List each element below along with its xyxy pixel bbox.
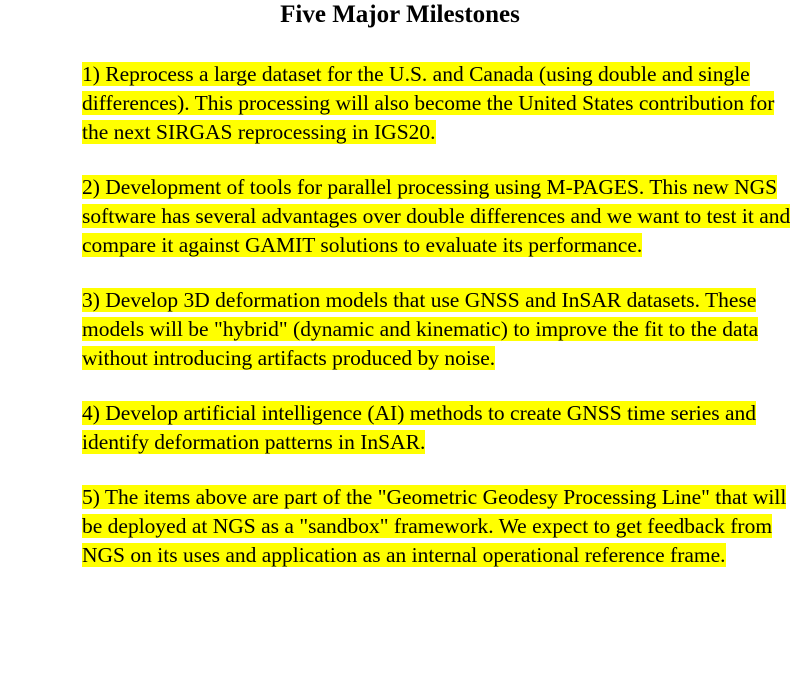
- milestone-list: [82, 60, 794, 596]
- milestone-item-3: [82, 286, 794, 373]
- milestone-item-4: [82, 399, 794, 457]
- milestone-text: 2) Development of tools for parallel processing using M-PAGES. This new NGS software has several advantages over double differences and we want to test it and compare it against GAMIT solutions to evaluate its performance.: [82, 175, 791, 257]
- milestone-text: 4) Develop artificial intelligence (AI) methods to create GNSS time series and identify deformation patterns in InSAR.: [82, 401, 757, 454]
- milestone-text: 1) Reprocess a large dataset for the U.S. and Canada (using double and single differences). This processing will also become the United States contribution for the next SIRGAS reprocessing in IGS20.: [82, 62, 775, 144]
- milestone-item-5: [82, 483, 794, 570]
- milestone-item-1: [82, 60, 794, 147]
- page-title: Five Major Milestones: [280, 1, 520, 28]
- milestone-text: 3) Develop 3D deformation models that use GNSS and InSAR datasets. These models will be "hybrid" (dynamic and kinematic) to improve the fit to the data without introducing artifacts produced by noise.: [82, 288, 759, 370]
- milestone-item-2: [82, 173, 794, 260]
- milestone-text: 5) The items above are part of the "Geometric Geodesy Processing Line" that will be deployed at NGS as a "sandbox" framework. We expect to get feedback from NGS on its uses and application as an internal operational reference frame.: [82, 485, 787, 567]
